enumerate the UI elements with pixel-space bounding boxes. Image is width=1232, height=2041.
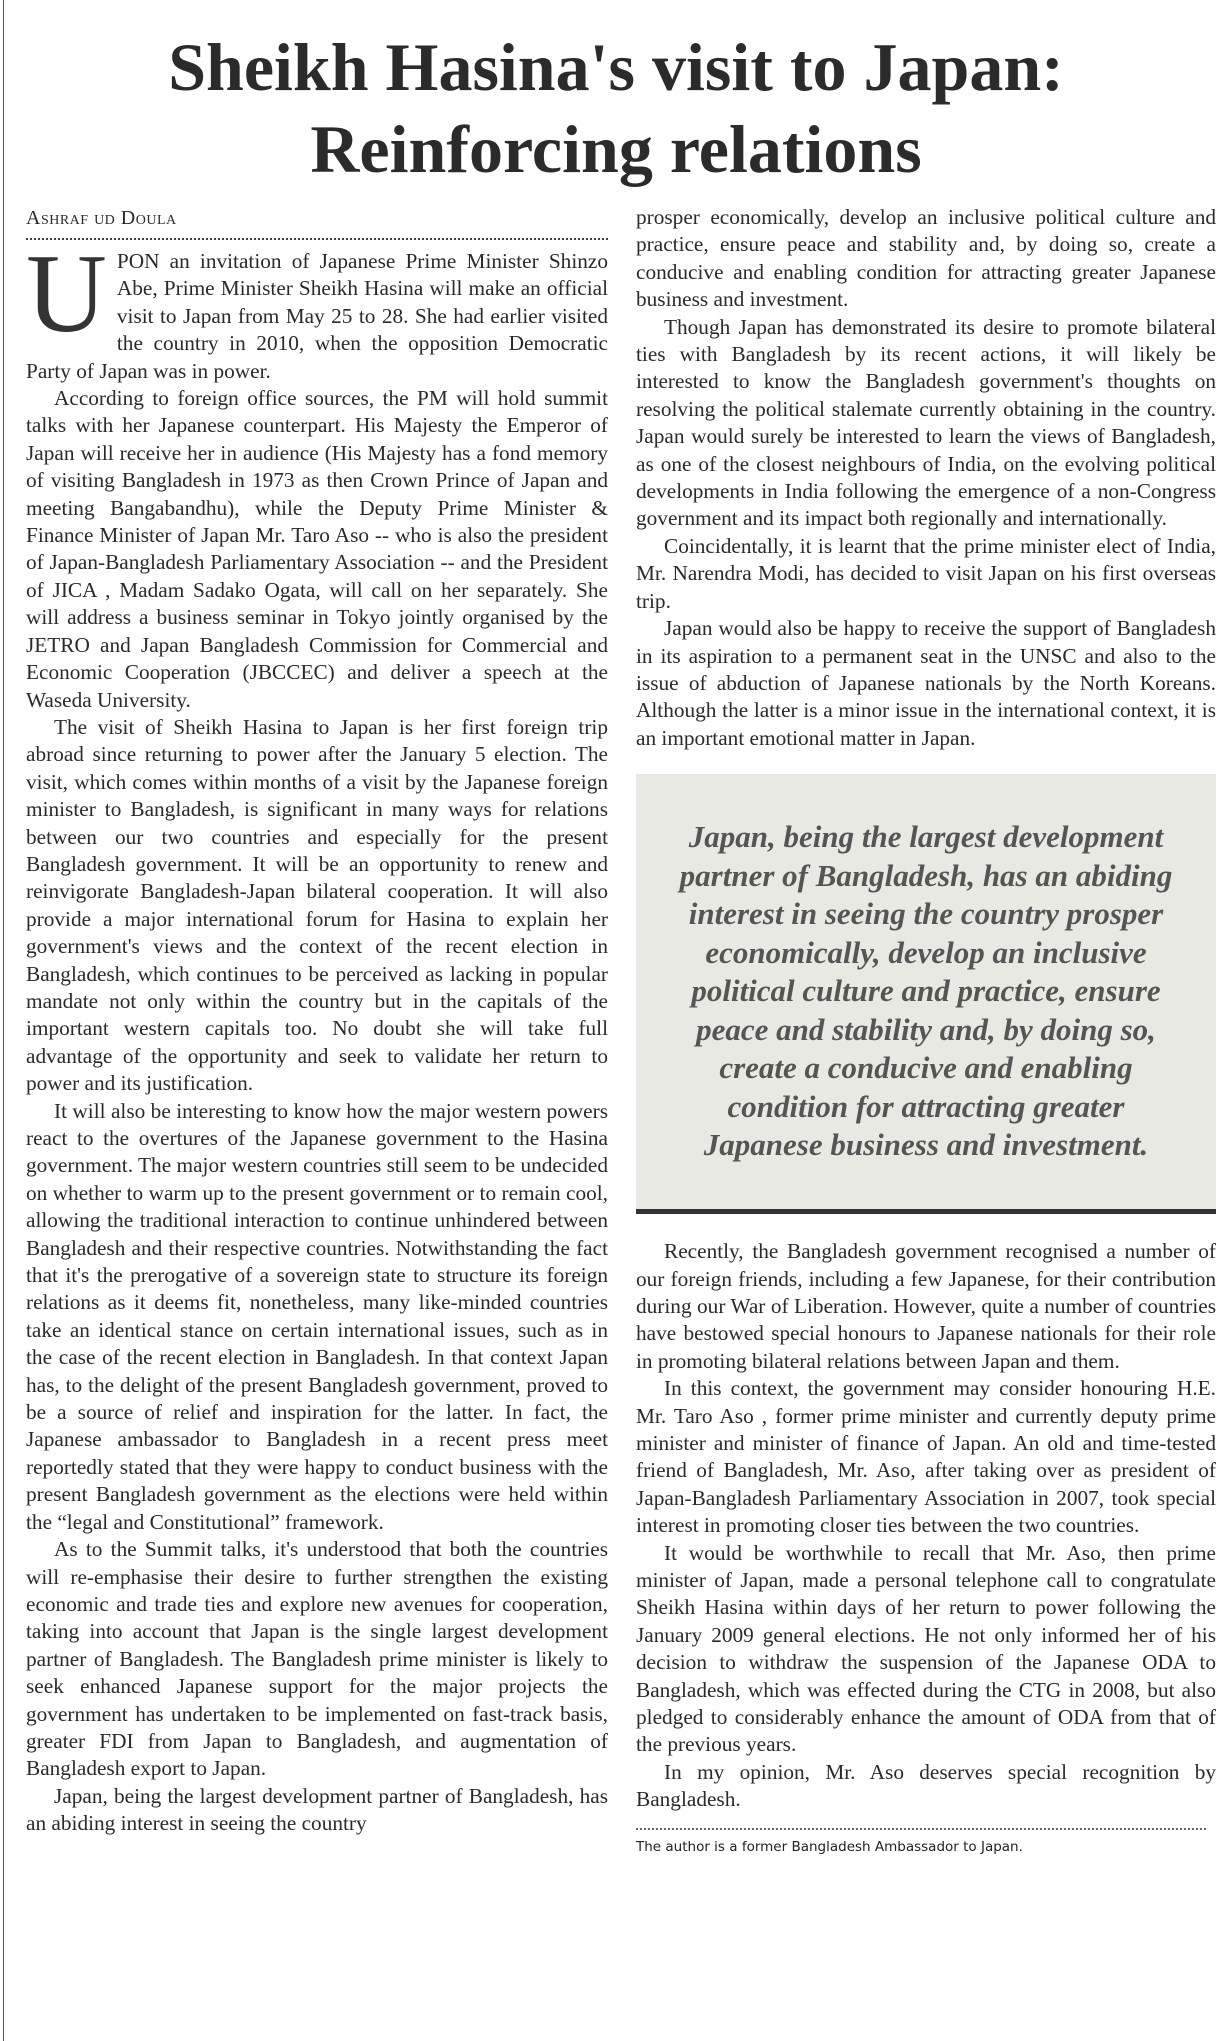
paragraph: prosper economically, develop an inclusive political culture and practice, ensure peace and stability and, by doing so, create a conducive and enabling condition for attracting greater Japanese business and investment. — [636, 205, 1216, 312]
paragraph: Recently, the Bangladesh government recognised a number of our foreign friends, including a few Japanese, for their contribution during our War of Liberation. However, quite a number of countries have bestowed special honours to Japanese nationals for their role in promoting bilateral relations between Japan and them. — [636, 1239, 1216, 1373]
paragraph: Japan would also be happy to receive the support of Bangladesh in its aspiration to a permanent seat in the UNSC and also to the issue of abduction of Japanese nationals by the North Koreans. Although the latter is a minor issue in the international context, it is an important emotional matter in Japan. — [636, 616, 1216, 750]
right-column — [636, 204, 1216, 1856]
footnote-divider — [636, 1828, 1206, 1830]
paragraph: Coincidentally, it is learnt that the prime minister elect of India, Mr. Narendra Modi, has decided to visit Japan on his first overseas trip. — [636, 533, 1216, 613]
headline-line-1: Sheikh Hasina's visit to Japan: — [168, 29, 1064, 105]
paragraph: Japan, being the largest development partner of Bangladesh, has an abiding interest in seeing the country — [26, 1783, 608, 1836]
pull-quote-box — [636, 774, 1216, 1214]
drop-cap: U — [26, 232, 107, 356]
paragraph: According to foreign office sources, the PM will hold summit talks with her Japanese counterpart. His Majesty the Emperor of Japan will receive her in audience (His Majesty has a fond memory of visiting Bangladesh in 1973 as then Crown Prince of Japan and meeting Bangabandhu), while the Deputy Prime Minister & Finance Minister of Japan Mr. Taro Aso -- who is also the president of Japan-Bangladesh Parliamentary Association -- and the President of JICA , Madam Sadako Ogata, will call on her separately. She will address a business seminar in Tokyo jointly organised by the JETRO and Japan Bangladesh Commission for Commercial and Economic Cooperation (JBCCEC) and deliver a speech at the Waseda University. — [26, 386, 608, 712]
paragraph: In this context, the government may consider honouring H.E. Mr. Taro Aso , former prime minister and currently deputy prime minister and minister of finance of Japan. An old and time-tested friend of Bangladesh, Mr. Aso, after taking over as president of Japan-Bangladesh Parliamentary Association in 2007, took special interest in promoting closer ties between the two countries. — [636, 1376, 1216, 1538]
paragraph: Though Japan has demonstrated its desire to promote bilateral ties with Bangladesh by its recent actions, it will likely be interested to know the Bangladesh government's thoughts on resolving the political stalemate currently obtaining in the country. Japan would surely be interested to learn the views of Bangladesh, as one of the closest neighbours of India, on the evolving political developments in India following the emergence of a non-Congress government and its impact both regionally and internationally. — [636, 314, 1216, 531]
headline-line-2: Reinforcing relations — [310, 111, 922, 187]
divider — [26, 238, 608, 240]
article-body — [0, 190, 1232, 1856]
paragraph: It would be worthwhile to recall that Mr. Aso, then prime minister of Japan, made a personal telephone call to congratulate Sheikh Hasina within days of her return to power following the January 2009 general elections. He not only informed her of his decision to withdraw the suspension of the Japanese ODA to Bangladesh, which was effected during the CTG in 2008, but also pledged to considerably enhance the amount of ODA from that of the previous years. — [636, 1540, 1216, 1757]
paragraph: It will also be interesting to know how the major western powers react to the overtures of the Japanese government to the Hasina government. The major western countries still seem to be undecided on whether to warm up to the present government or to remain cool, allowing the traditional interaction to continue unhindered between Bangladesh and their respective countries. Notwithstanding the fact that it's the prerogative of a sovereign state to structure its foreign relations as it deems fit, nonetheless, many like-minded countries take an identical stance on certain international issues, such as in the case of the recent election in Bangladesh. In that context Japan has, to the delight of the present Bangladesh government, proved to be a source of relief and inspiration for the latter. In fact, the Japanese ambassador to Bangladesh in a recent press meet reportedly stated that they were happy to conduct business with the present Bangladesh government as the elections were held within the “legal and Constitutional” framework. — [26, 1098, 608, 1534]
headline — [0, 0, 1232, 190]
pull-quote: Japan, being the largest development partner of Bangladesh, has an abiding interest in seeing the country prosper economically, develop an inclusive political culture and practice, ensure peace and stability and, by doing so, create a conducive and enabling condition for attracting greater Japanese business and investment. — [679, 819, 1173, 1163]
paragraph: The visit of Sheikh Hasina to Japan is her first foreign trip abroad since returning to power after the January 5 election. The visit, which comes within months of a visit by the Japanese foreign minister to Bangladesh, is significant in many ways for relations between our two countries and especially for the present Bangladesh government. It will be an opportunity to renew and reinvigorate Bangladesh-Japan bilateral cooperation. It will also provide a major international forum for Hasina to explain her government's views and the context of the recent election in Bangladesh, which continues to be perceived as lacking in popular mandate not only within the country but in the capitals of the important western capitals too. No doubt she will take full advantage of the opportunity and seek to validate her return to power and its justification. — [26, 714, 608, 1096]
paragraph-text: PON an invitation of Japanese Prime Minister Shinzo Abe, Prime Minister Sheikh Hasina will make an official visit to Japan from May 25 to 28. She had earlier visited the country in 2010, when the opposition Democratic Party of Japan was in power. — [26, 249, 608, 383]
author-note: The author is a former Bangladesh Ambassador to Japan. — [636, 1838, 1023, 1855]
paragraph: As to the Summit talks, it's understood that both the countries will re-emphasise their desire to further strengthen the existing economic and trade ties and explore new avenues for cooperation, taking into account that Japan is the single largest development partner of Bangladesh. The Bangladesh prime minister is likely to seek enhanced Japanese support for the major projects the government has undertaken to be implemented on fast-track basis, greater FDI from Japan to Bangladesh, and augmentation of Bangladesh export to Japan. — [26, 1537, 608, 1781]
byline: Ashraf ud Doula — [26, 207, 177, 229]
paragraph — [26, 232, 608, 385]
left-column — [26, 204, 608, 1856]
page-border — [3, 0, 4, 2041]
paragraph: In my opinion, Mr. Aso deserves special recognition by Bangladesh. — [636, 1759, 1216, 1812]
